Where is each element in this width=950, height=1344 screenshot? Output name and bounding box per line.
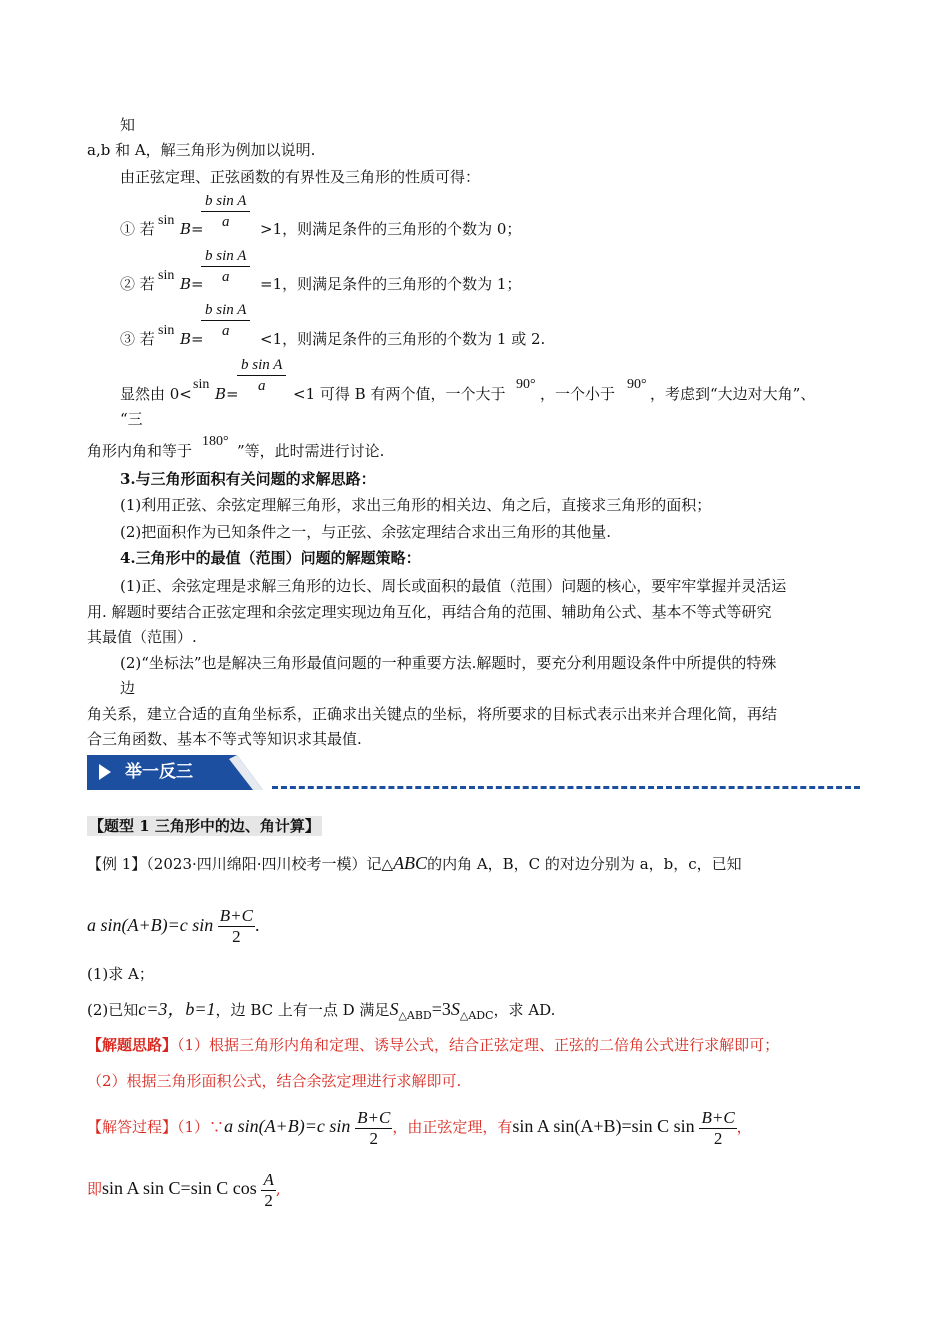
clearly-mid-2: ，一个小于 — [540, 385, 616, 403]
solution-idea-line-1: 【解题思路】（1）根据三角形内角和定理、诱导公式，结合正弦定理、正弦的二倍角公式进行求解即可； — [87, 1036, 780, 1054]
example-1-lead: 【例 1】（2023·四川绵阳·四川校考一模）记△ABC的内角 A，B，C 的对边分别为 a，b，c，已知 — [87, 853, 742, 873]
clearly-mid-1: <1 可得 B 有两个值，一个大于 — [293, 385, 506, 403]
clearly-mid-3: ，考虑到“大边对大角”、 — [650, 385, 816, 403]
section-4-p1-l1: (1)正、余弦定理是求解三角形的边长、周长或面积的最值（范围）问题的核心，要牢牢掌握并灵活运 — [120, 577, 787, 595]
banner-dash-line — [272, 786, 860, 789]
clearly-degree-1: 90° — [516, 377, 536, 392]
banner-label: 举一反三 — [125, 762, 193, 782]
example-1-equation: a sin(A+B)=c sin $\frac{B+C}{2}$ . — [87, 906, 260, 947]
clearly-line2-a: 角形内角和等于 — [87, 442, 193, 460]
case-1-prefix: ① 若 — [120, 220, 155, 238]
clearly-prefix: 显然由 0< — [120, 385, 192, 403]
section-3-p2: (2)把面积作为已知条件之一，与正弦、余弦定理结合求出三角形的其他量. — [120, 523, 612, 541]
section-4-p1-l2: 用. 解题时要结合正弦定理和余弦定理实现边角互化，再结合角的范围、辅助角公式、基本不等式等研究 — [87, 603, 772, 621]
case-1-var: B= — [180, 220, 204, 238]
case-2-var: B= — [180, 275, 204, 293]
section-4-p2-l4: 合三角函数、基本不等式等知识求其最值. — [87, 730, 362, 748]
section-4-p2-l2: 边 — [120, 679, 136, 697]
question-1: (1)求 A； — [87, 965, 154, 983]
case-3-suffix: <1，则满足条件的三角形的个数为 1 或 2. — [260, 330, 546, 348]
solution-process-line-1: 【解答过程】（1）∵a sin(A+B)=c sin $\frac{B+C}{2}$ ，由正弦定理，有sin A sin(A+B)=sin C sin $\frac{B+C}{2}$ ， — [87, 1107, 752, 1148]
case-2-sin: sin — [158, 268, 175, 283]
solution-idea-line-2: （2）根据三角形面积公式，结合余弦定理进行求解即可. — [87, 1072, 462, 1090]
case-1-sin: sin — [158, 213, 175, 228]
section-3-p1: (1)利用正弦、余弦定理解三角形，求出三角形的相关边、角之后，直接求三角形的面积； — [120, 496, 712, 514]
section-4-title: 4.三角形中的最值（范围）问题的解题策略： — [120, 549, 421, 567]
intro-line-1: 知 — [120, 116, 136, 134]
intro-line-3: 由正弦定理、正弦函数的有界性及三角形的性质可得： — [120, 168, 481, 186]
case-2-fraction: b sin A a — [201, 246, 250, 287]
clearly-degree-3: 180° — [202, 434, 229, 449]
clearly-var: B= — [215, 385, 239, 403]
case-3-sin: sin — [158, 323, 175, 338]
clearly-degree-2: 90° — [627, 377, 647, 392]
section-4-p2-l1: (2)“坐标法”也是解决三角形最值问题的一种重要方法.解题时，要充分利用题设条件中所提供的特殊 — [120, 654, 777, 672]
section-3-title: 3.与三角形面积有关问题的求解思路： — [120, 470, 376, 488]
case-1-suffix: >1，则满足条件的三角形的个数为 0； — [260, 220, 522, 238]
intro-line-2: a,b 和 A，解三角形为例加以说明. — [87, 141, 316, 159]
section-4-p2-l3: 角关系，建立合适的直角坐标系，正确求出关键点的坐标，将所要求的目标式表示出来并合理化简，再结 — [87, 705, 778, 723]
clearly-line2-b: ”等，此时需进行讨论. — [237, 442, 385, 460]
case-3-var: B= — [180, 330, 204, 348]
question-2: (2)已知c=3，b=1，边 BC 上有一点 D 满足$S_{\triangle ABD}=3S_{\triangle ADC}$，求 AD. — [87, 999, 556, 1022]
case-2-prefix: ② 若 — [120, 275, 155, 293]
section-4-p1-l3: 其最值（范围）. — [87, 628, 197, 646]
solution-process-line-2: 即sin A sin C=sin C cos $\frac{A}{2}$ , — [87, 1169, 281, 1210]
type-1-label: 【题型 1 三角形中的边、角计算】 — [89, 817, 320, 835]
case-3-fraction: b sin A a — [201, 300, 250, 341]
clearly-sin: sin — [193, 377, 210, 392]
clearly-fraction: b sin A a — [237, 355, 286, 396]
case-1-fraction: b sin A a — [201, 191, 250, 232]
clearly-quote: “三 — [120, 410, 143, 428]
case-3-prefix: ③ 若 — [120, 330, 155, 348]
case-2-suffix: =1，则满足条件的三角形的个数为 1； — [260, 275, 522, 293]
